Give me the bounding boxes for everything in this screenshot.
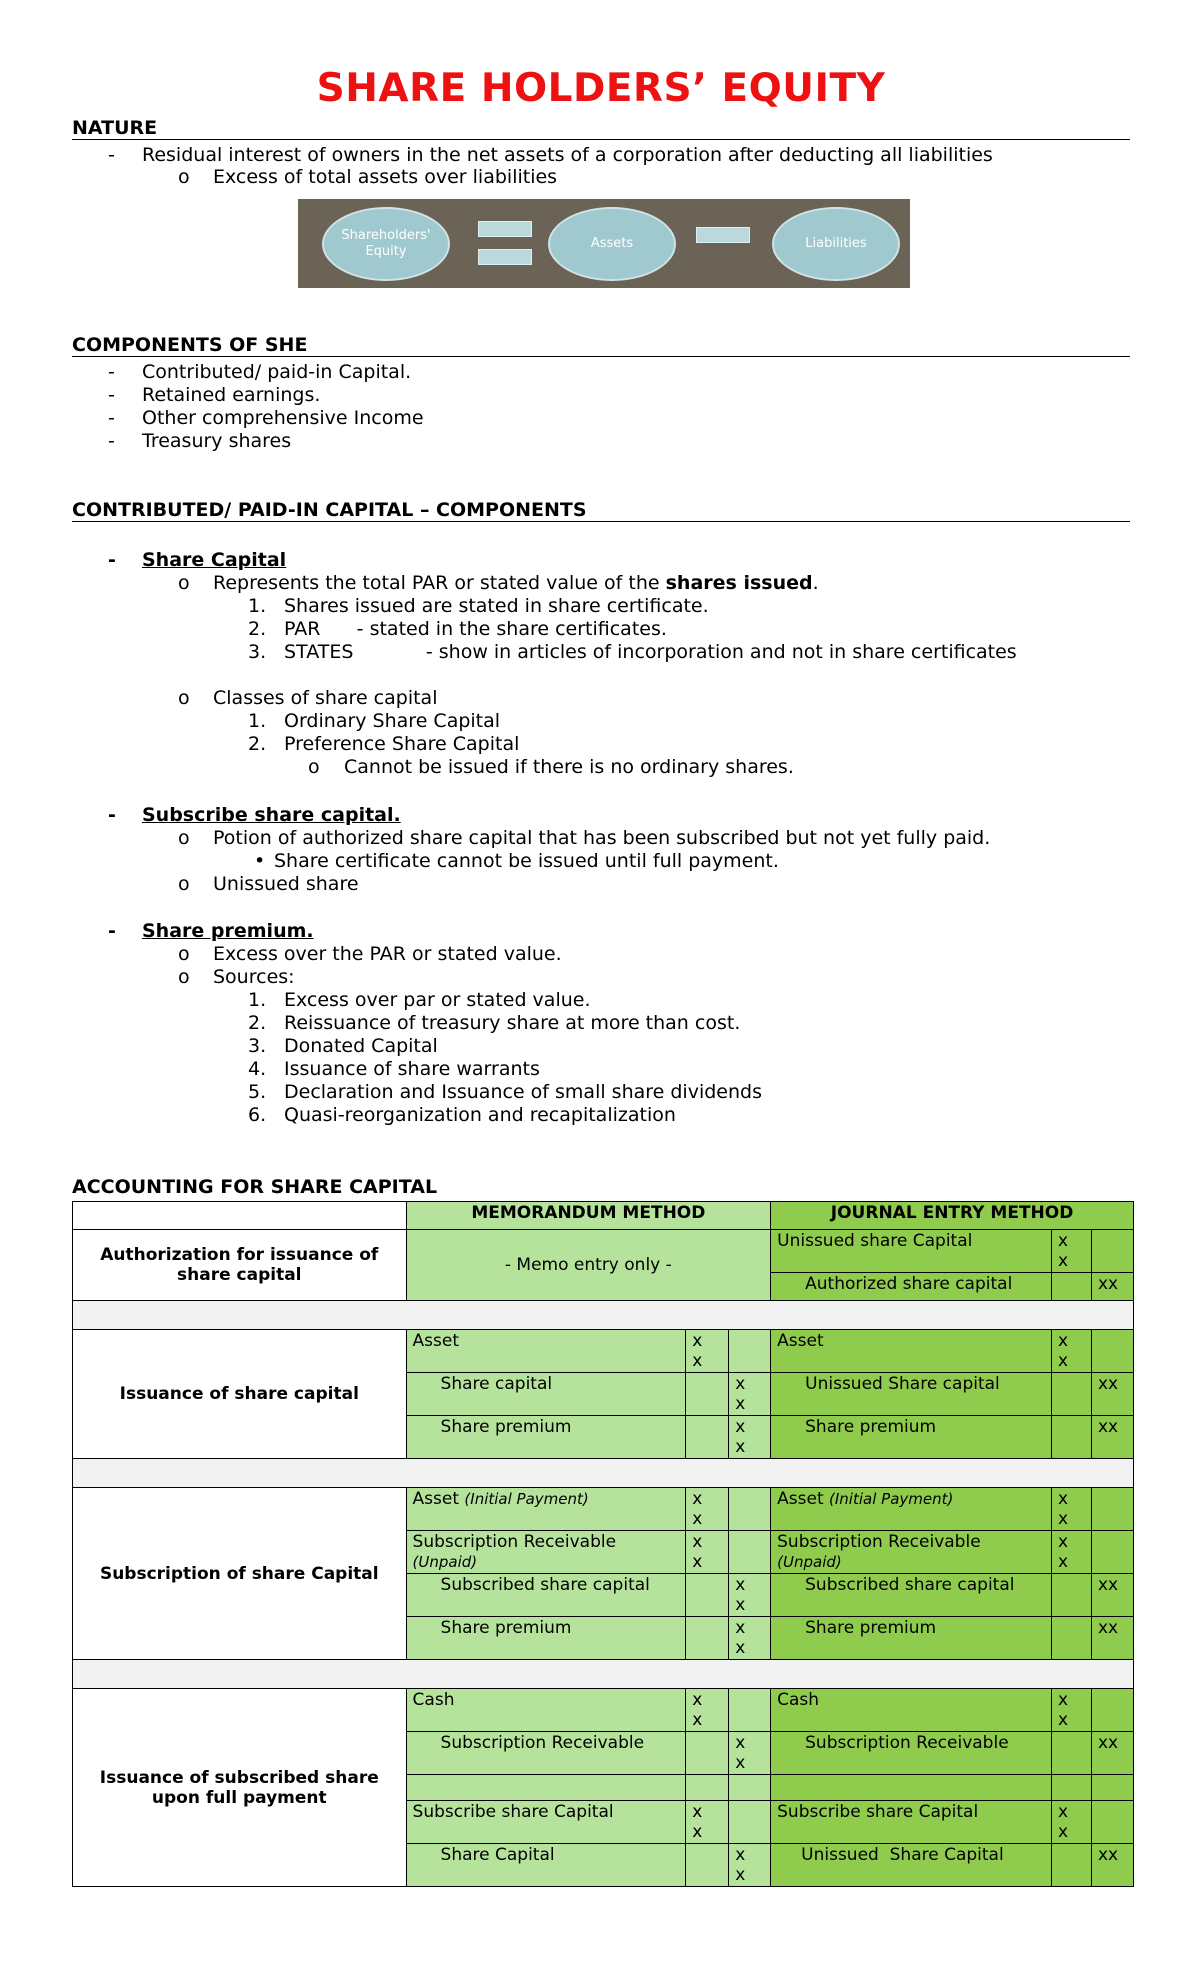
diagram-assets: Assets [548,207,676,281]
memo-line: Share premium [406,1617,686,1660]
empty-cell [771,1775,1052,1801]
credit-mark: x x [729,1617,771,1660]
issue-label: Issuance of share capital [73,1330,407,1459]
memo-method-header: MEMORANDUM METHOD [406,1202,771,1230]
bullet-o: o [178,943,190,965]
component-item: Other comprehensive Income [142,407,424,429]
line-note: (Unpaid) [777,1553,842,1571]
components-heading: COMPONENTS OF SHE [72,334,1130,357]
credit-mark: xx [1091,1617,1133,1660]
dash-marker: - [108,384,115,406]
credit-mark: x x [729,1416,771,1459]
debit-mark: x x [686,1801,729,1844]
credit-cell [1091,1689,1133,1732]
credit-cell [1091,1531,1133,1574]
journal-line: Authorized share capital [771,1273,1052,1301]
empty-header [73,1202,407,1230]
line-text: Asset [412,1489,460,1509]
memo-line [406,1531,686,1574]
memo-line [406,1488,686,1531]
source-item: Issuance of share warrants [284,1058,540,1080]
empty-cell [1052,1775,1092,1801]
memo-line: Cash [406,1689,686,1732]
credit-mark: xx [1091,1373,1133,1416]
empty-cell [1091,1775,1133,1801]
desc-text: Represents the total PAR or stated value of the [213,572,666,594]
source-item: Excess over par or stated value. [284,989,591,1011]
dash-marker: - [108,804,116,826]
credit-cell [1091,1801,1133,1844]
debit-cell [1052,1617,1092,1660]
debit-mark: x x [1052,1689,1092,1732]
credit-cell [729,1801,771,1844]
sub-label: Subscription of share Capital [73,1488,407,1660]
subscribe-bullet: Share certificate cannot be issued until full payment. [274,850,779,872]
journal-line: Share premium [771,1416,1052,1459]
memo-line: Share Capital [406,1844,686,1887]
credit-mark: xx [1091,1732,1133,1775]
subscribe-title: Subscribe share capital. [142,804,401,826]
dash-marker: - [108,549,116,571]
number-marker: 2. [248,1012,267,1034]
share-capital-title: Share Capital [142,549,287,571]
classes-label: Classes of share capital [213,687,438,709]
class-item: Ordinary Share Capital [284,710,501,732]
debit-mark: x x [1052,1801,1092,1844]
debit-mark: x x [686,1689,729,1732]
component-item: Retained earnings. [142,384,321,406]
unissued-share: Unissued share [213,873,359,895]
accounting-heading: ACCOUNTING FOR SHARE CAPITAL [72,1176,438,1198]
equals-bar-bottom [478,249,532,265]
accounting-table [72,1201,1134,1887]
source-item: Quasi-reorganization and recapitalization [284,1104,676,1126]
equity-equation-diagram [298,199,910,288]
memo-line: Share capital [406,1373,686,1416]
component-item: Contributed/ paid-in Capital. [142,361,412,383]
memo-line: Subscription Receivable [406,1732,686,1775]
credit-mark: xx [1091,1273,1133,1301]
journal-line [771,1531,1052,1574]
bullet-dot: • [254,850,266,872]
component-item: Treasury shares [142,430,292,452]
minus-bar [696,227,750,243]
debit-cell [1052,1416,1092,1459]
bullet-o: o [178,687,190,709]
number-marker: 1. [248,595,267,617]
number-marker: 3. [248,1035,267,1057]
row-gap [73,1660,1134,1689]
credit-cell [729,1330,771,1373]
dash-marker: - [108,361,115,383]
debit-cell [686,1574,729,1617]
empty-cell [686,1775,729,1801]
nature-item: Residual interest of owners in the net assets of a corporation after deducting all liabilities [142,144,993,166]
journal-line: Subscribed share capital [771,1574,1052,1617]
bullet-o: o [308,756,320,778]
debit-cell [1052,1373,1092,1416]
desc-end: . [812,572,819,594]
journal-line: Subscription Receivable [771,1732,1052,1775]
debit-mark: x x [1052,1531,1092,1574]
bullet-o: o [178,166,190,188]
debit-mark: x x [686,1531,729,1574]
debit-cell [686,1844,729,1887]
journal-method-header: JOURNAL ENTRY METHOD [771,1202,1134,1230]
dash-marker: - [108,430,115,452]
full-label: Issuance of subscribed share upon full payment [73,1689,407,1887]
share-capital-point: STATES - show in articles of incorporation and not in share certificates [284,641,1017,663]
debit-cell [686,1373,729,1416]
line-text: Subscription Receivable [412,1532,617,1552]
dash-marker: - [108,920,116,942]
number-marker: 2. [248,733,267,755]
number-marker: 6. [248,1104,267,1126]
number-marker: 1. [248,710,267,732]
number-marker: 5. [248,1081,267,1103]
credit-cell [1091,1330,1133,1373]
number-marker: 3. [248,641,267,663]
line-text: Subscription Receivable [777,1532,981,1552]
equals-bar-top [478,221,532,237]
debit-mark: x x [686,1330,729,1373]
credit-cell [1091,1230,1133,1273]
premium-title: Share premium. [142,920,314,942]
line-note: (Unpaid) [412,1553,478,1571]
debit-cell [1052,1844,1092,1887]
dash-marker: - [108,144,115,166]
debit-mark: x x [686,1488,729,1531]
debit-cell [686,1617,729,1660]
memo-only: - Memo entry only - [406,1230,771,1301]
memo-line: Subscribe share Capital [406,1801,686,1844]
empty-cell [406,1775,686,1801]
credit-mark: xx [1091,1844,1133,1887]
credit-mark: xx [1091,1416,1133,1459]
source-item: Declaration and Issuance of small share dividends [284,1081,762,1103]
memo-line: Asset [406,1330,686,1373]
share-capital-point: PAR - stated in the share certificates. [284,618,667,640]
credit-mark: x x [729,1732,771,1775]
source-item: Reissuance of treasury share at more than cost. [284,1012,741,1034]
bullet-o: o [178,827,190,849]
memo-line: Subscribed share capital [406,1574,686,1617]
credit-cell [729,1689,771,1732]
journal-line: Share premium [771,1617,1052,1660]
empty-cell [729,1775,771,1801]
row-gap [73,1301,1134,1330]
number-marker: 1. [248,989,267,1011]
debit-mark: x x [1052,1488,1092,1531]
debit-cell [686,1416,729,1459]
class-note: Cannot be issued if there is no ordinary shares. [344,756,794,778]
journal-line: Unissued Share capital [771,1373,1052,1416]
debit-cell [686,1732,729,1775]
line-note: (Initial Payment) [829,1490,954,1508]
number-marker: 2. [248,618,267,640]
bullet-o: o [178,966,190,988]
nature-heading: NATURE [72,117,1130,140]
credit-mark: x x [729,1844,771,1887]
row-gap [73,1459,1134,1488]
line-note: (Initial Payment) [464,1490,589,1508]
debit-mark: x x [1052,1330,1092,1373]
debit-cell [1052,1273,1092,1301]
credit-mark: x x [729,1373,771,1416]
diagram-shareholders-equity: Shareholders' Equity [322,207,450,281]
nature-sub: Excess of total assets over liabilities [213,166,558,188]
share-capital-point: Shares issued are stated in share certificate. [284,595,709,617]
line-text: Asset [777,1489,824,1509]
journal-line: Unissued Share Capital [771,1844,1052,1887]
sources-label: Sources: [213,966,295,988]
journal-line: Asset [771,1330,1052,1373]
dash-marker: - [108,407,115,429]
credit-cell [729,1488,771,1531]
auth-label: Authorization for issuance of share capital [73,1230,407,1301]
number-marker: 4. [248,1058,267,1080]
subscribe-desc: Potion of authorized share capital that has been subscribed but not yet fully paid. [213,827,991,849]
class-item: Preference Share Capital [284,733,520,755]
source-item: Donated Capital [284,1035,438,1057]
memo-line: Share premium [406,1416,686,1459]
credit-mark: x x [729,1574,771,1617]
journal-line [771,1488,1052,1531]
debit-cell [1052,1574,1092,1617]
premium-desc: Excess over the PAR or stated value. [213,943,562,965]
desc-bold: shares issued [665,572,813,594]
debit-cell [1052,1732,1092,1775]
journal-line: Unissued share Capital [771,1230,1052,1273]
debit-mark: x x [1052,1230,1092,1273]
diagram-liabilities: Liabilities [772,207,900,281]
page-title: SHARE HOLDERS’ EQUITY [316,66,886,111]
credit-cell [1091,1488,1133,1531]
journal-line: Subscribe share Capital [771,1801,1052,1844]
bullet-o: o [178,873,190,895]
credit-cell [729,1531,771,1574]
contributed-heading: CONTRIBUTED/ PAID-IN CAPITAL – COMPONENTS [72,499,1130,522]
bullet-o: o [178,572,190,594]
share-capital-desc [213,572,819,594]
credit-mark: xx [1091,1574,1133,1617]
journal-line: Cash [771,1689,1052,1732]
